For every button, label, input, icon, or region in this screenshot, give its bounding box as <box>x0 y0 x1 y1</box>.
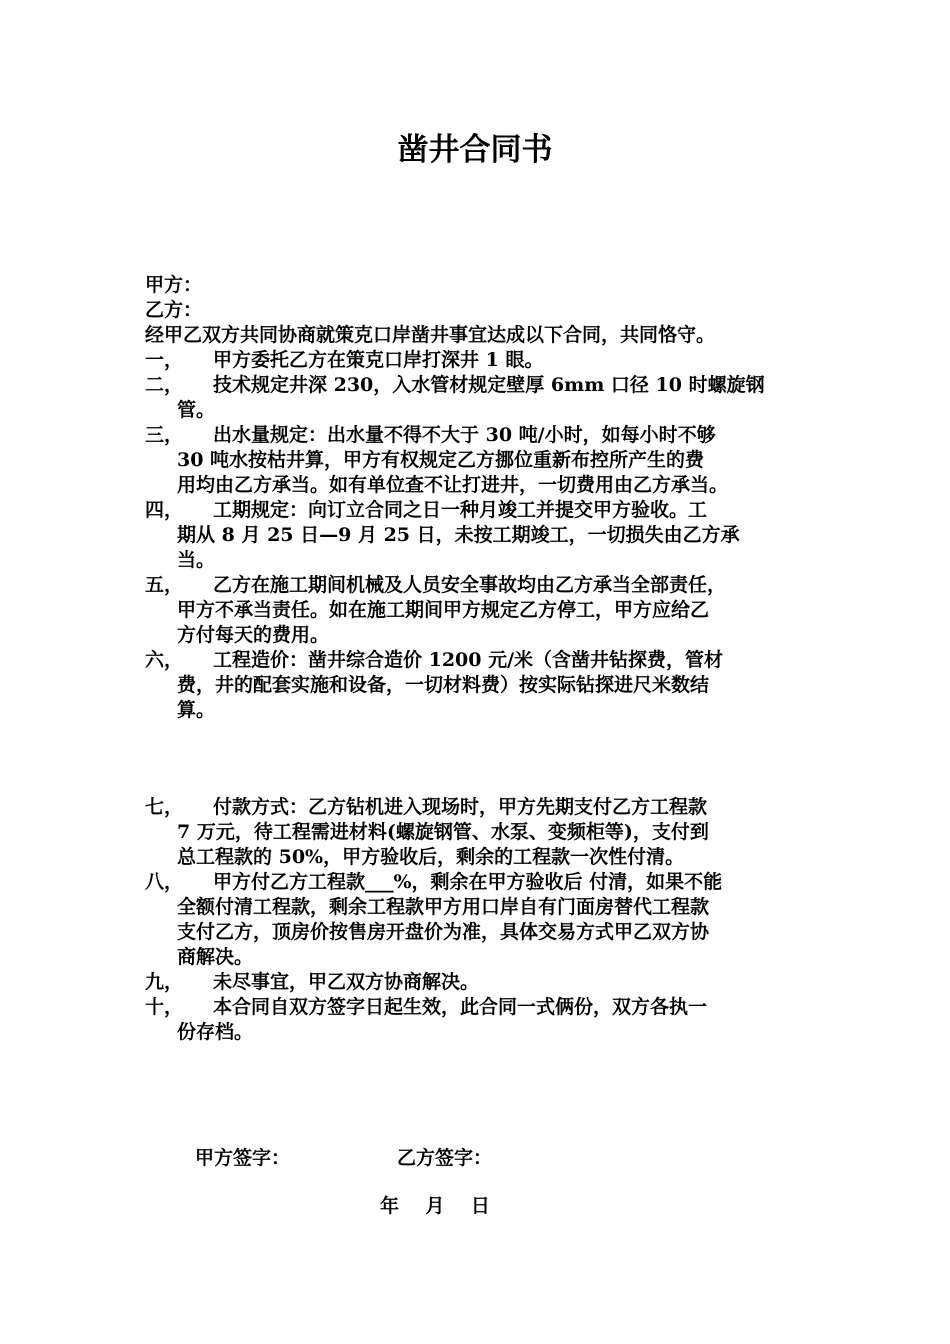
clause-2 <box>145 373 815 423</box>
clause-5 <box>145 573 815 648</box>
party-a-label: 甲方： <box>145 274 203 296</box>
document-title: 凿井合同书 <box>397 132 553 168</box>
clause-text-continued: 管。 <box>177 399 216 421</box>
clause-text: 工期规定：向订立合同之日一种月竣工并提交甲方验收。工 <box>213 499 708 521</box>
clause-3 <box>145 423 815 498</box>
contract-body-part-2 <box>145 795 815 1045</box>
clause-number: 七， <box>145 796 184 818</box>
clause-text: 付款方式：乙方钻机进入现场时，甲方先期支付乙方工程款 <box>213 796 708 818</box>
clause-text: 工程造价：凿井综合造价 1200 元/米（含凿井钻探费，管材 <box>213 649 724 671</box>
clause-text: 本合同自双方签字日起生效，此合同一式俩份，双方各执一 <box>213 996 708 1018</box>
date-line: 年 月 日 <box>380 1195 490 1217</box>
clause-text: 技术规定井深 230，入水管材规定壁厚 6mm 口径 10 时螺旋钢 <box>213 374 765 396</box>
clause-text: 甲方委托乙方在策克口岸打深井 1 眼。 <box>213 349 544 371</box>
clause-number: 二， <box>145 374 184 396</box>
clause-1 <box>145 348 815 373</box>
clause-text-continued: 全额付清工程款，剩余工程款甲方用口岸自有门面房替代工程款 <box>177 896 710 918</box>
clause-8 <box>145 870 815 970</box>
clause-text-continued: 当。 <box>177 549 216 571</box>
clause-10 <box>145 995 815 1045</box>
clause-number: 九， <box>145 971 184 993</box>
clause-text-continued: 甲方不承当责任。如在施工期间甲方规定乙方停工，甲方应给乙 <box>177 599 710 621</box>
clause-text: 出水量规定：出水量不得不大于 30 吨/小时，如每小时不够 <box>213 424 716 446</box>
clause-number: 五， <box>145 574 184 596</box>
clause-number: 八， <box>145 871 184 893</box>
clause-text-continued: 份存档。 <box>177 1021 254 1043</box>
clause-text: 乙方在施工期间机械及人员安全事故均由乙方承当全部责任， <box>213 574 727 596</box>
clause-text-continued: 总工程款的 50%，甲方验收后，剩余的工程款一次性付清。 <box>177 846 685 868</box>
party-b-signature-label: 乙方签字： <box>397 1147 493 1169</box>
clause-text-continued: 算。 <box>177 699 216 721</box>
clause-number: 三， <box>145 424 184 446</box>
clause-9 <box>145 970 815 995</box>
clause-text-continued: 期从 8 月 25 日—9 月 25 日，未按工期竣工，一切损失由乙方承 <box>177 524 740 546</box>
clause-4 <box>145 498 815 573</box>
clause-text-continued: 费，井的配套实施和设备，一切材料费）按实际钻探进尺米数结 <box>177 674 710 696</box>
clause-text-continued: 商解决。 <box>177 946 254 968</box>
clause-text-continued: 支付乙方，顶房价按售房开盘价为准，具体交易方式甲乙双方协 <box>177 921 710 943</box>
clause-text-continued: 用均由乙方承当。如有单位查不让打进井，一切费用由乙方承当。 <box>177 474 729 496</box>
contract-body-part-1 <box>145 273 815 723</box>
party-b-label: 乙方： <box>145 299 203 321</box>
clause-text: 未尽事宜，甲乙双方协商解决。 <box>213 971 480 993</box>
intro-paragraph: 经甲乙双方共同协商就策克口岸凿井事宜达成以下合同，共同恪守。 <box>145 324 716 346</box>
clause-text-continued: 7 万元，待工程需进材料(螺旋钢管、水泵、变频柜等)，支付到 <box>177 821 709 843</box>
party-a-signature-label: 甲方签字： <box>195 1147 291 1169</box>
clause-number: 六， <box>145 649 184 671</box>
clause-text-continued: 30 吨水按枯井算，甲方有权规定乙方挪位重新布控所产生的费 <box>177 449 705 471</box>
clause-6 <box>145 648 815 723</box>
clause-number: 十， <box>145 996 184 1018</box>
clause-text-continued: 方付每天的费用。 <box>177 624 330 646</box>
clause-number: 一， <box>145 349 184 371</box>
clause-7 <box>145 795 815 870</box>
clause-number: 四， <box>145 499 184 521</box>
clause-text: 甲方付乙方工程款___%，剩余在甲方验收后 付清，如果不能 <box>213 871 723 893</box>
